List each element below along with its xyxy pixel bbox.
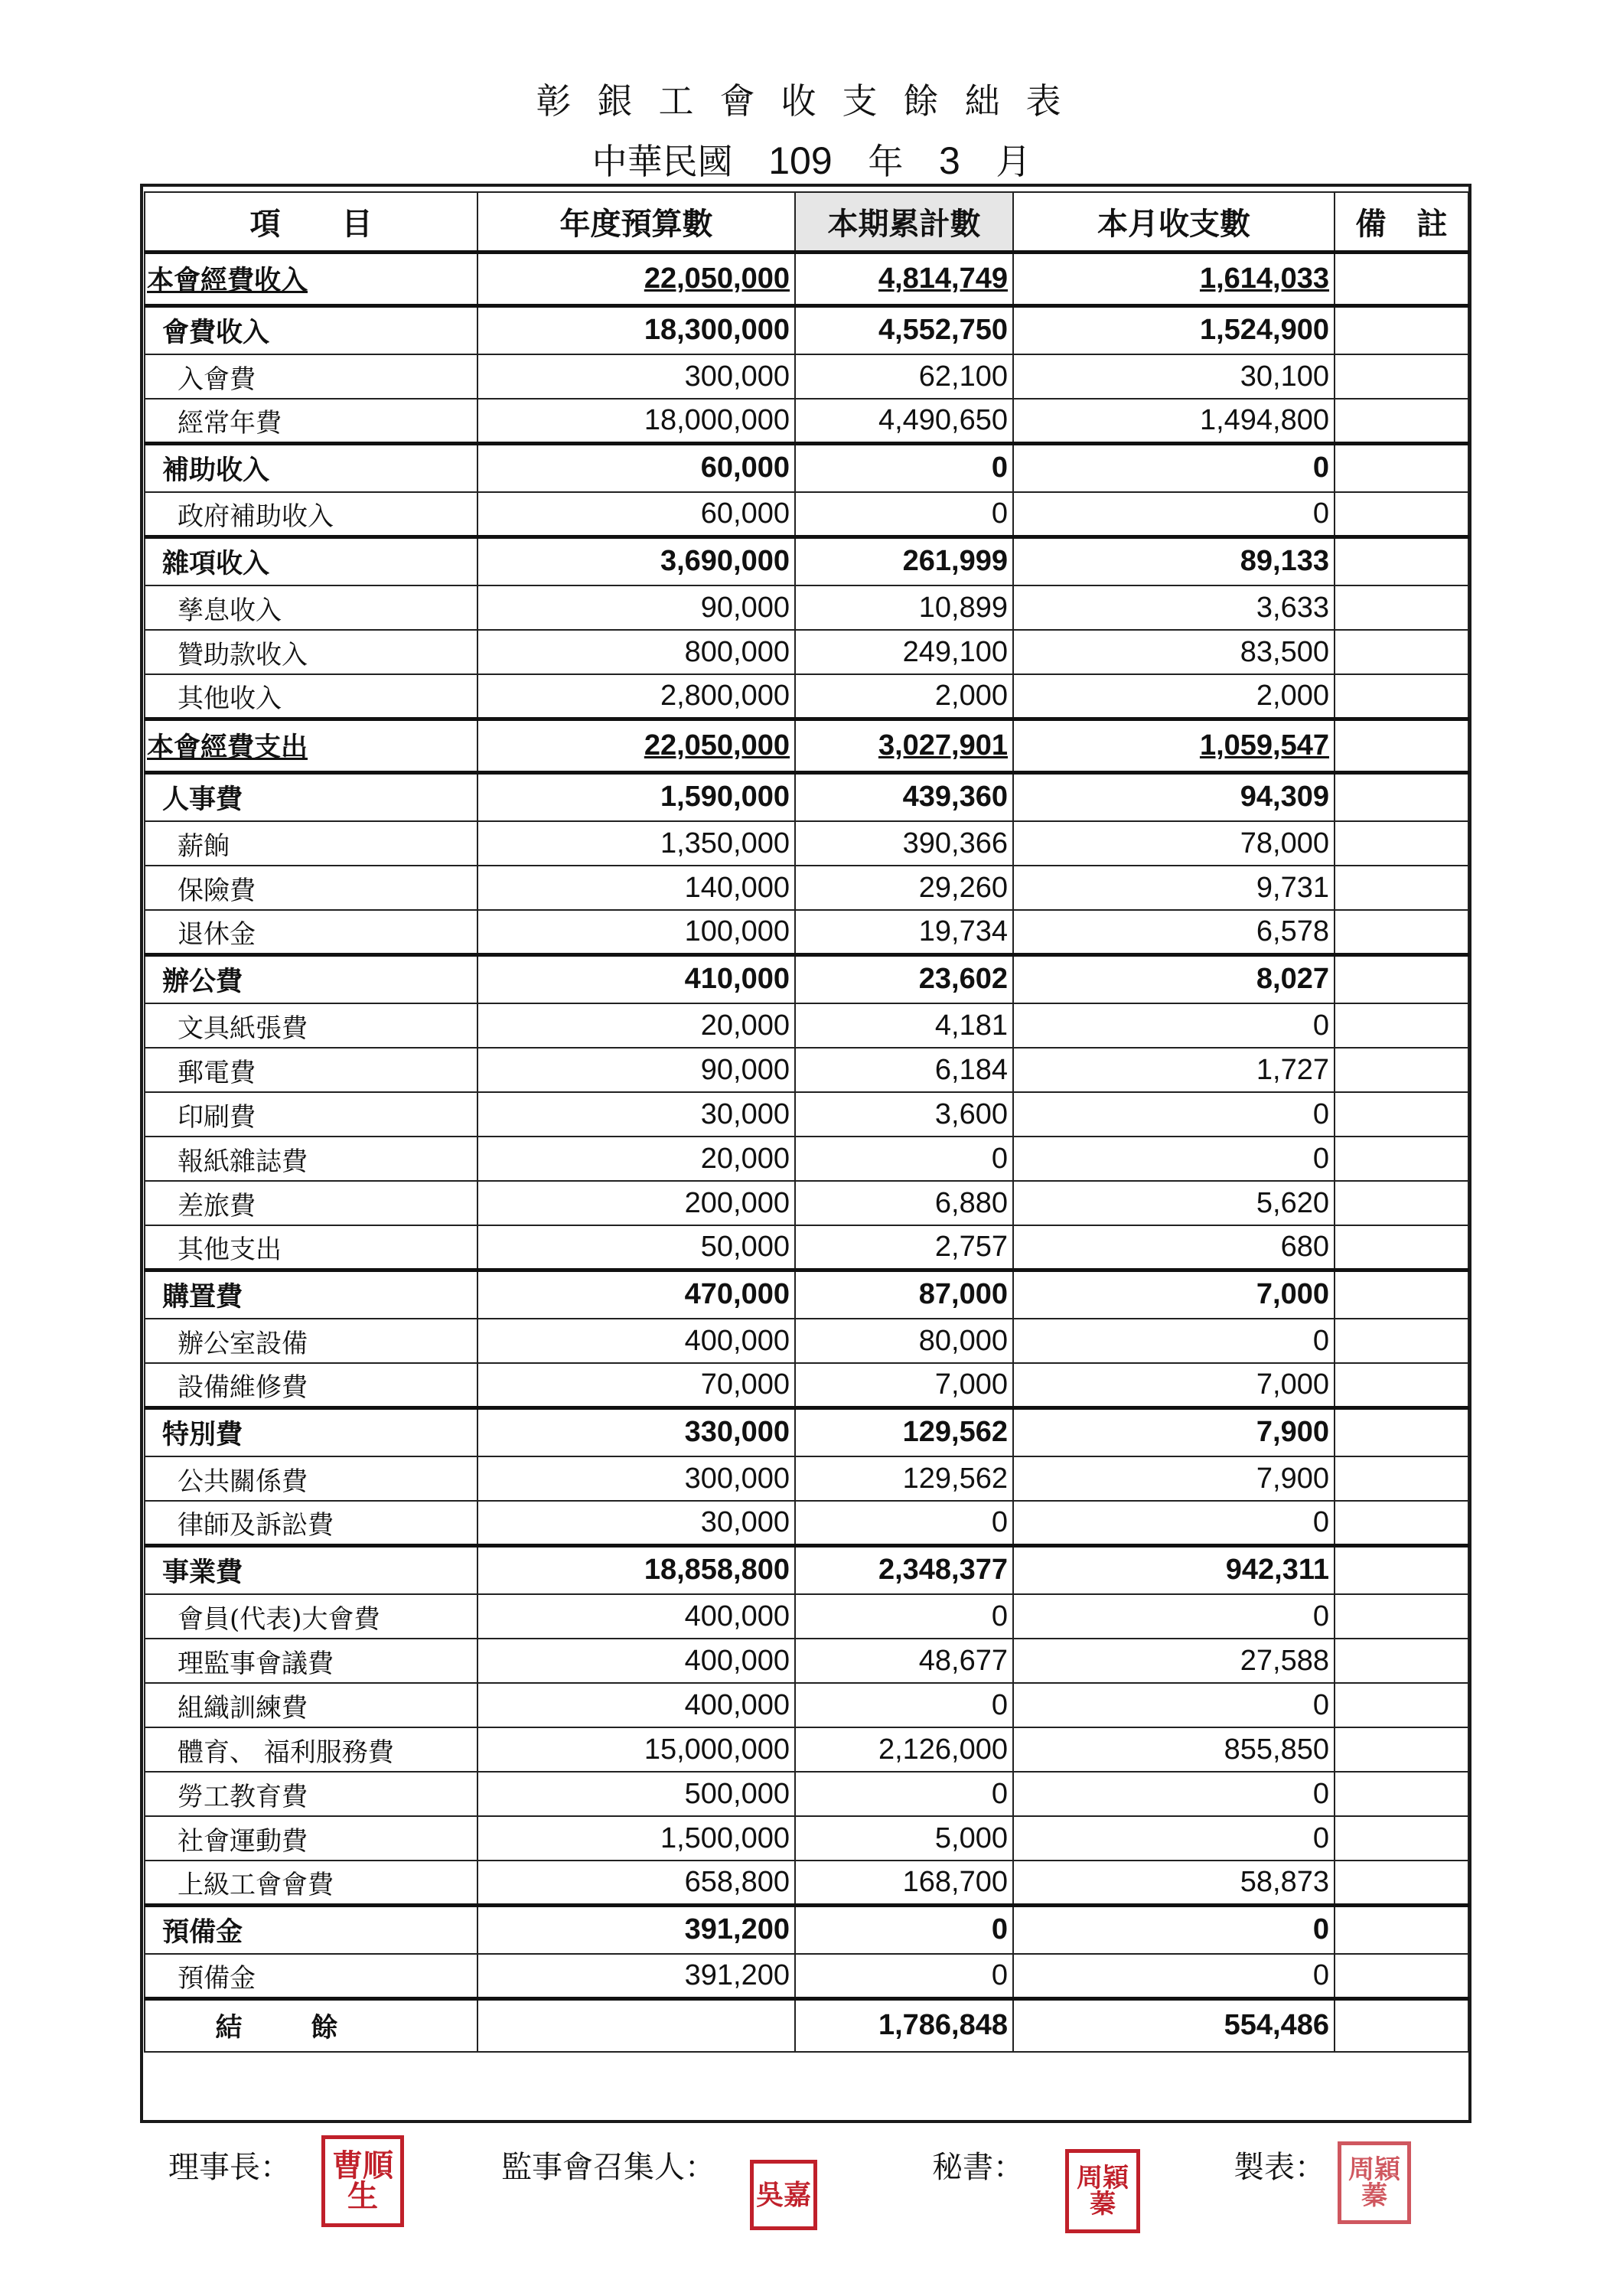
month-cell: 1,727 xyxy=(1013,1048,1335,1092)
period-month: 3 xyxy=(938,139,960,182)
secretary-seal xyxy=(1065,2149,1140,2233)
month-cell: 8,027 xyxy=(1013,954,1335,1003)
section-row xyxy=(145,252,1468,305)
ytd-cell: 168,700 xyxy=(795,1861,1013,1905)
header-budget: 年度預算數 xyxy=(477,192,795,252)
note-cell xyxy=(1335,674,1468,719)
item-label: 結餘 xyxy=(145,1998,477,2052)
note-cell xyxy=(1335,1181,1468,1225)
sign-supervisor-label: 監事會召集人： xyxy=(501,2150,715,2185)
budget-cell: 410,000 xyxy=(477,954,795,1003)
ytd-cell: 10,899 xyxy=(795,585,1013,630)
ytd-cell: 4,814,749 xyxy=(795,252,1013,305)
table-row xyxy=(145,821,1468,866)
budget-cell: 15,000,000 xyxy=(477,1727,795,1772)
note-cell xyxy=(1335,1954,1468,1998)
budget-cell: 18,000,000 xyxy=(477,399,795,443)
ytd-cell: 7,000 xyxy=(795,1363,1013,1407)
note-cell xyxy=(1335,1319,1468,1363)
category-row xyxy=(145,1407,1468,1456)
budget-cell xyxy=(477,1998,795,2052)
month-cell: 0 xyxy=(1013,1954,1335,1998)
ytd-cell: 0 xyxy=(795,443,1013,492)
ytd-cell: 0 xyxy=(795,1683,1013,1727)
table-row xyxy=(145,585,1468,630)
note-cell xyxy=(1335,1816,1468,1861)
ytd-cell: 19,734 xyxy=(795,910,1013,954)
category-row xyxy=(145,1545,1468,1594)
ytd-cell: 129,562 xyxy=(795,1456,1013,1501)
ytd-cell: 48,677 xyxy=(795,1639,1013,1683)
item-label: 勞工教育費 xyxy=(145,1772,477,1816)
month-cell: 7,900 xyxy=(1013,1407,1335,1456)
budget-cell: 3,690,000 xyxy=(477,536,795,585)
note-cell xyxy=(1335,1683,1468,1727)
month-cell: 0 xyxy=(1013,1137,1335,1181)
report-period xyxy=(0,134,1623,184)
sign-preparer-label: 製表： xyxy=(1234,2150,1325,2185)
category-row xyxy=(145,536,1468,585)
item-label: 律師及訴訟費 xyxy=(145,1501,477,1545)
ytd-cell: 0 xyxy=(795,1905,1013,1954)
month-cell: 7,000 xyxy=(1013,1270,1335,1319)
category-row xyxy=(145,954,1468,1003)
budget-cell: 20,000 xyxy=(477,1003,795,1048)
ytd-cell: 261,999 xyxy=(795,536,1013,585)
note-cell xyxy=(1335,1905,1468,1954)
ytd-cell: 0 xyxy=(795,1594,1013,1639)
month-cell: 89,133 xyxy=(1013,536,1335,585)
category-row xyxy=(145,1905,1468,1954)
table-row xyxy=(145,1727,1468,1772)
budget-cell: 500,000 xyxy=(477,1772,795,1816)
table-row xyxy=(145,1501,1468,1545)
month-cell: 2,000 xyxy=(1013,674,1335,719)
table-row xyxy=(145,674,1468,719)
month-cell: 0 xyxy=(1013,1319,1335,1363)
budget-cell: 1,350,000 xyxy=(477,821,795,866)
table-row xyxy=(145,1181,1468,1225)
item-label: 特別費 xyxy=(145,1407,477,1456)
month-cell: 0 xyxy=(1013,1501,1335,1545)
table-row xyxy=(145,1363,1468,1407)
item-label: 薪餉 xyxy=(145,821,477,866)
budget-cell: 391,200 xyxy=(477,1954,795,1998)
header-month: 本月收支數 xyxy=(1013,192,1335,252)
month-cell: 0 xyxy=(1013,1816,1335,1861)
item-label: 人事費 xyxy=(145,772,477,821)
budget-cell: 22,050,000 xyxy=(477,719,795,772)
budget-cell: 18,300,000 xyxy=(477,305,795,354)
month-cell: 7,900 xyxy=(1013,1456,1335,1501)
budget-cell: 470,000 xyxy=(477,1270,795,1319)
budget-cell: 60,000 xyxy=(477,443,795,492)
budget-cell: 30,000 xyxy=(477,1092,795,1137)
budget-cell: 100,000 xyxy=(477,910,795,954)
ytd-cell: 4,490,650 xyxy=(795,399,1013,443)
table-row xyxy=(145,399,1468,443)
ytd-cell: 0 xyxy=(795,1137,1013,1181)
item-label: 體育、 福利服務費 xyxy=(145,1727,477,1772)
period-year-unit: 年 xyxy=(868,141,904,182)
month-cell: 83,500 xyxy=(1013,630,1335,674)
period-era: 中華民國 xyxy=(592,141,733,182)
month-cell: 0 xyxy=(1013,1003,1335,1048)
page-title: 彰銀工會收支餘絀表 xyxy=(536,80,1087,122)
month-cell: 0 xyxy=(1013,1092,1335,1137)
budget-cell: 300,000 xyxy=(477,354,795,399)
period-year: 109 xyxy=(768,139,833,182)
budget-cell: 18,858,800 xyxy=(477,1545,795,1594)
budget-cell: 50,000 xyxy=(477,1225,795,1270)
header-item: 項 目 xyxy=(145,192,477,252)
table-row xyxy=(145,630,1468,674)
note-cell xyxy=(1335,1861,1468,1905)
month-cell: 942,311 xyxy=(1013,1545,1335,1594)
month-cell: 554,486 xyxy=(1013,1998,1335,2052)
table-row xyxy=(145,1816,1468,1861)
ytd-cell: 5,000 xyxy=(795,1816,1013,1861)
month-cell: 0 xyxy=(1013,1772,1335,1816)
secretary-seal-text: 周穎蓁 xyxy=(1077,2163,1129,2219)
chairman-seal xyxy=(321,2135,404,2227)
item-label: 社會運動費 xyxy=(145,1816,477,1861)
ytd-cell: 0 xyxy=(795,1954,1013,1998)
note-cell xyxy=(1335,1048,1468,1092)
item-label: 補助收入 xyxy=(145,443,477,492)
note-cell xyxy=(1335,1225,1468,1270)
note-cell xyxy=(1335,866,1468,910)
note-cell xyxy=(1335,399,1468,443)
item-label: 會費收入 xyxy=(145,305,477,354)
note-cell xyxy=(1335,772,1468,821)
item-label: 會員(代表)大會費 xyxy=(145,1594,477,1639)
note-cell xyxy=(1335,1501,1468,1545)
budget-cell: 658,800 xyxy=(477,1861,795,1905)
sign-secretary-label: 秘書： xyxy=(932,2150,1024,2185)
month-cell: 30,100 xyxy=(1013,354,1335,399)
month-cell: 855,850 xyxy=(1013,1727,1335,1772)
ytd-cell: 129,562 xyxy=(795,1407,1013,1456)
ytd-cell: 249,100 xyxy=(795,630,1013,674)
ytd-cell: 87,000 xyxy=(795,1270,1013,1319)
note-cell xyxy=(1335,585,1468,630)
budget-cell: 20,000 xyxy=(477,1137,795,1181)
budget-cell: 1,500,000 xyxy=(477,1816,795,1861)
note-cell xyxy=(1335,1639,1468,1683)
month-cell: 1,494,800 xyxy=(1013,399,1335,443)
note-cell xyxy=(1335,1594,1468,1639)
note-cell xyxy=(1335,1772,1468,1816)
preparer-seal-text: 周穎蓁 xyxy=(1348,2154,1400,2211)
note-cell xyxy=(1335,630,1468,674)
month-cell: 3,633 xyxy=(1013,585,1335,630)
item-label: 差旅費 xyxy=(145,1181,477,1225)
note-cell xyxy=(1335,1545,1468,1594)
item-label: 購置費 xyxy=(145,1270,477,1319)
budget-cell: 2,800,000 xyxy=(477,674,795,719)
ytd-cell: 4,552,750 xyxy=(795,305,1013,354)
note-cell xyxy=(1335,910,1468,954)
budget-cell: 391,200 xyxy=(477,1905,795,1954)
ytd-cell: 4,181 xyxy=(795,1003,1013,1048)
budget-cell: 22,050,000 xyxy=(477,252,795,305)
item-label: 預備金 xyxy=(145,1954,477,1998)
note-cell xyxy=(1335,1727,1468,1772)
header-ytd: 本期累計數 xyxy=(795,192,1013,252)
ytd-cell: 439,360 xyxy=(795,772,1013,821)
table-row xyxy=(145,1137,1468,1181)
month-cell: 7,000 xyxy=(1013,1363,1335,1407)
ytd-cell: 0 xyxy=(795,1501,1013,1545)
ytd-cell: 2,348,377 xyxy=(795,1545,1013,1594)
note-cell xyxy=(1335,305,1468,354)
item-label: 上級工會會費 xyxy=(145,1861,477,1905)
table-row xyxy=(145,492,1468,536)
month-cell: 5,620 xyxy=(1013,1181,1335,1225)
month-cell: 58,873 xyxy=(1013,1861,1335,1905)
note-cell xyxy=(1335,443,1468,492)
item-label: 辦公費 xyxy=(145,954,477,1003)
table-row xyxy=(145,1683,1468,1727)
item-label: 本會經費支出 xyxy=(145,719,477,772)
ytd-cell: 3,600 xyxy=(795,1092,1013,1137)
budget-cell: 90,000 xyxy=(477,1048,795,1092)
table-row xyxy=(145,910,1468,954)
month-cell: 94,309 xyxy=(1013,772,1335,821)
budget-cell: 1,590,000 xyxy=(477,772,795,821)
ytd-cell: 80,000 xyxy=(795,1319,1013,1363)
budget-cell: 140,000 xyxy=(477,866,795,910)
item-label: 入會費 xyxy=(145,354,477,399)
item-label: 設備維修費 xyxy=(145,1363,477,1407)
note-cell xyxy=(1335,1407,1468,1456)
table-body xyxy=(145,252,1468,2052)
item-label: 退休金 xyxy=(145,910,477,954)
note-cell xyxy=(1335,1092,1468,1137)
item-label: 理監事會議費 xyxy=(145,1639,477,1683)
month-cell: 6,578 xyxy=(1013,910,1335,954)
period-month-unit: 月 xyxy=(996,141,1031,182)
month-cell: 1,524,900 xyxy=(1013,305,1335,354)
section-row xyxy=(145,719,1468,772)
month-cell: 0 xyxy=(1013,443,1335,492)
item-label: 辦公室設備 xyxy=(145,1319,477,1363)
item-label: 印刷費 xyxy=(145,1092,477,1137)
ytd-cell: 6,184 xyxy=(795,1048,1013,1092)
table-row xyxy=(145,1954,1468,1998)
ytd-cell: 2,126,000 xyxy=(795,1727,1013,1772)
month-cell: 78,000 xyxy=(1013,821,1335,866)
month-cell: 27,588 xyxy=(1013,1639,1335,1683)
month-cell: 680 xyxy=(1013,1225,1335,1270)
signature-row xyxy=(0,2143,1623,2250)
chairman-seal-text: 曹順生 xyxy=(332,2148,393,2214)
ytd-cell: 3,027,901 xyxy=(795,719,1013,772)
item-label: 經常年費 xyxy=(145,399,477,443)
budget-cell: 400,000 xyxy=(477,1594,795,1639)
item-label: 文具紙張費 xyxy=(145,1003,477,1048)
item-label: 孳息收入 xyxy=(145,585,477,630)
budget-cell: 400,000 xyxy=(477,1319,795,1363)
budget-cell: 330,000 xyxy=(477,1407,795,1456)
item-label: 事業費 xyxy=(145,1545,477,1594)
item-label: 贊助款收入 xyxy=(145,630,477,674)
note-cell xyxy=(1335,1137,1468,1181)
category-row xyxy=(145,1270,1468,1319)
budget-cell: 30,000 xyxy=(477,1501,795,1545)
balance-row xyxy=(145,1998,1468,2052)
table-row xyxy=(145,1861,1468,1905)
ytd-cell: 1,786,848 xyxy=(795,1998,1013,2052)
month-cell: 1,614,033 xyxy=(1013,252,1335,305)
preparer-seal xyxy=(1338,2141,1411,2224)
budget-cell: 400,000 xyxy=(477,1683,795,1727)
ytd-cell: 6,880 xyxy=(795,1181,1013,1225)
table-row xyxy=(145,1003,1468,1048)
table-row xyxy=(145,1772,1468,1816)
table-header-row xyxy=(145,192,1468,252)
table-row xyxy=(145,1225,1468,1270)
note-cell xyxy=(1335,492,1468,536)
table-row xyxy=(145,1092,1468,1137)
ytd-cell: 23,602 xyxy=(795,954,1013,1003)
budget-cell: 70,000 xyxy=(477,1363,795,1407)
table-row xyxy=(145,866,1468,910)
table-row xyxy=(145,1639,1468,1683)
item-label: 報紙雜誌費 xyxy=(145,1137,477,1181)
table-row xyxy=(145,354,1468,399)
month-cell: 0 xyxy=(1013,1905,1335,1954)
sign-chairman-label: 理事長： xyxy=(168,2150,291,2185)
budget-cell: 200,000 xyxy=(477,1181,795,1225)
note-cell xyxy=(1335,252,1468,305)
budget-cell: 800,000 xyxy=(477,630,795,674)
note-cell xyxy=(1335,536,1468,585)
ytd-cell: 62,100 xyxy=(795,354,1013,399)
table-row xyxy=(145,1456,1468,1501)
ytd-cell: 390,366 xyxy=(795,821,1013,866)
budget-cell: 60,000 xyxy=(477,492,795,536)
budget-cell: 90,000 xyxy=(477,585,795,630)
note-cell xyxy=(1335,1363,1468,1407)
note-cell xyxy=(1335,1998,1468,2052)
ytd-cell: 2,000 xyxy=(795,674,1013,719)
header-note: 備 註 xyxy=(1335,192,1468,252)
table-row xyxy=(145,1048,1468,1092)
table-row xyxy=(145,1594,1468,1639)
category-row xyxy=(145,305,1468,354)
note-cell xyxy=(1335,954,1468,1003)
supervisor-seal-text: 吳嘉 xyxy=(756,2179,812,2211)
note-cell xyxy=(1335,1003,1468,1048)
month-cell: 9,731 xyxy=(1013,866,1335,910)
note-cell xyxy=(1335,1456,1468,1501)
table-row xyxy=(145,1319,1468,1363)
note-cell xyxy=(1335,821,1468,866)
month-cell: 0 xyxy=(1013,1683,1335,1727)
ytd-cell: 0 xyxy=(795,492,1013,536)
budget-cell: 300,000 xyxy=(477,1456,795,1501)
budget-cell: 400,000 xyxy=(477,1639,795,1683)
item-label: 預備金 xyxy=(145,1905,477,1954)
income-expense-table xyxy=(144,191,1469,2053)
month-cell: 0 xyxy=(1013,1594,1335,1639)
item-label: 本會經費收入 xyxy=(145,252,477,305)
item-label: 郵電費 xyxy=(145,1048,477,1092)
ytd-cell: 29,260 xyxy=(795,866,1013,910)
category-row xyxy=(145,772,1468,821)
item-label: 公共關係費 xyxy=(145,1456,477,1501)
note-cell xyxy=(1335,719,1468,772)
item-label: 保險費 xyxy=(145,866,477,910)
month-cell: 0 xyxy=(1013,492,1335,536)
supervisor-seal xyxy=(750,2160,817,2230)
month-cell: 1,059,547 xyxy=(1013,719,1335,772)
category-row xyxy=(145,443,1468,492)
note-cell xyxy=(1335,1270,1468,1319)
item-label: 組織訓練費 xyxy=(145,1683,477,1727)
item-label: 其他收入 xyxy=(145,674,477,719)
ytd-cell: 2,757 xyxy=(795,1225,1013,1270)
item-label: 雜項收入 xyxy=(145,536,477,585)
item-label: 其他支出 xyxy=(145,1225,477,1270)
item-label: 政府補助收入 xyxy=(145,492,477,536)
ytd-cell: 0 xyxy=(795,1772,1013,1816)
note-cell xyxy=(1335,354,1468,399)
